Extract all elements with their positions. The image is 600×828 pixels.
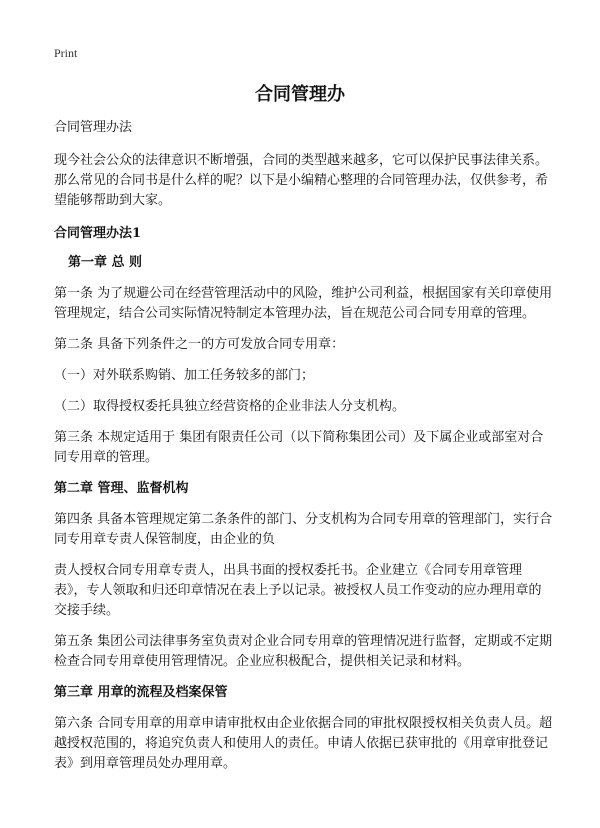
chapter-heading-3: 第三章 用章的流程及档案保管	[54, 685, 228, 700]
chapter-heading-2: 第二章 管理、监督机构	[54, 481, 189, 496]
page-title: 合同管理办	[255, 84, 345, 105]
article-3: 第三条 本规定适用于 集团有限责任公司（以下简称集团公司）及下属企业或部室对合同专用章的管理。	[54, 430, 544, 465]
print-link[interactable]: Print	[54, 46, 78, 60]
section-heading: 合同管理办法1	[54, 226, 142, 241]
document-body	[54, 118, 554, 774]
article-4-part-2: 责人授权合同专用章专责人，出具书面的授权委托书。企业建立《合同专用章管理表》，专人领取和归还印章情况在表上予以记录。被授权人员工作变动的应办理用章的交接手续。	[54, 563, 542, 618]
document-subtitle: 合同管理办法	[54, 120, 133, 135]
article-6: 第六条 合同专用章的用章申请审批权由企业依据合同的审批权限授权相关负责人员。超越授权范围的，将追究负责人和使用人的责任。申请人依据已获审批的《用章审批登记表》到用章管理员处办理用章。	[54, 716, 553, 771]
chapter-heading-1: 第一章 总 则	[68, 255, 143, 270]
list-item-2: （二）取得授权委托具独立经营资格的企业非法人分支机构。	[54, 399, 406, 414]
article-1: 第一条 为了规避公司在经营管理活动中的风险，维护公司利益，根据国家有关印章使用管理规定，结合公司实际情况特制定本管理办法，旨在规范公司合同专用章的管理。	[54, 286, 553, 321]
article-2: 第二条 具备下列条件之一的方可发放合同专用章：	[54, 337, 345, 352]
article-4-part-1: 第四条 具备本管理规定第二条条件的部门、分支机构为合同专用章的管理部门，实行合同专用章专责人保管制度，由企业的负	[54, 512, 553, 547]
list-item-1: （一）对外联系购销、加工任务较多的部门；	[54, 368, 315, 383]
intro-paragraph: 现今社会公众的法律意识不断增强，合同的类型越来越多，它可以保护民事法律关系。那么常见的合同书是什么样的呢？以下是小编精心整理的合同管理办法，仅供参考，希望能够帮助到大家。	[54, 153, 549, 208]
article-5: 第五条 集团公司法律事务室负责对企业合同专用章的管理情况进行监督，定期或不定期检查合同专用章使用管理情况。企业应积极配合，提供相关记录和材料。	[54, 634, 553, 669]
